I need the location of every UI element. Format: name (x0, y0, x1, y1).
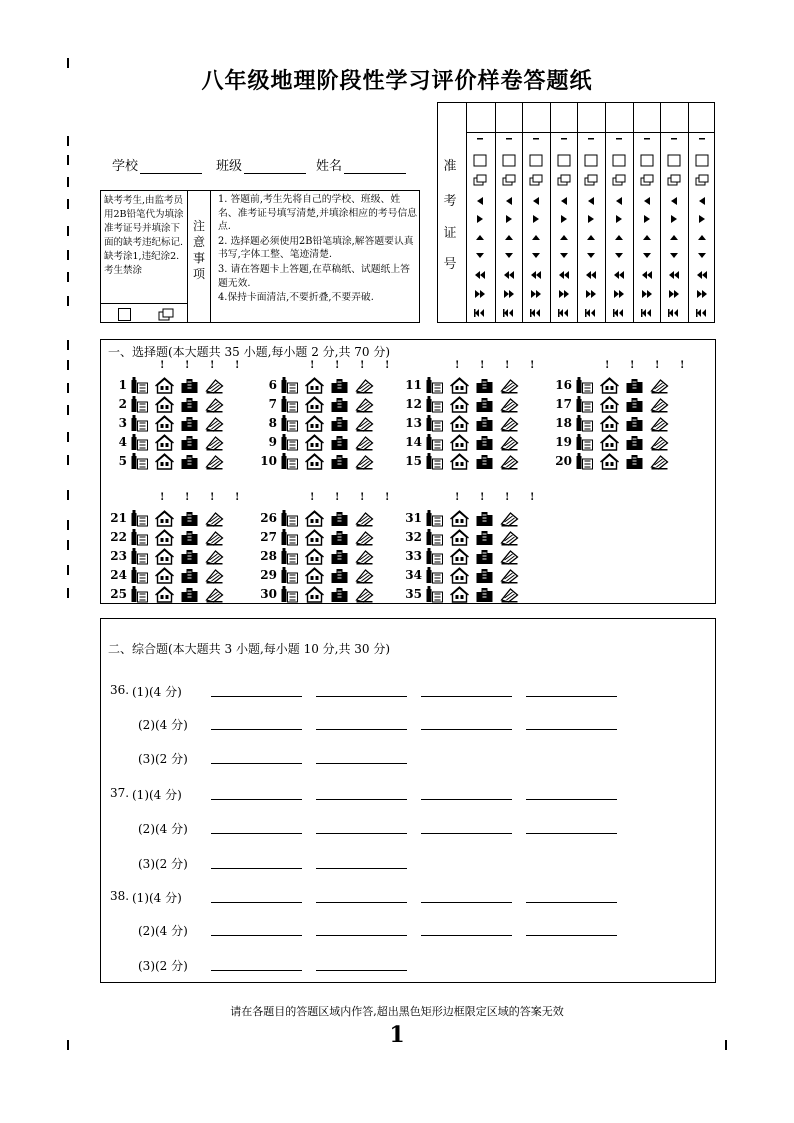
question-number: 29 (260, 568, 277, 582)
question-number: 36. (110, 683, 130, 697)
choice-option-c[interactable] (330, 415, 349, 431)
choice-option-c[interactable] (180, 548, 199, 564)
choice-option-d[interactable] (205, 434, 224, 450)
choice-option-a[interactable] (130, 415, 149, 431)
question-number: 31 (405, 511, 422, 525)
column-mark: ! (160, 492, 165, 503)
choice-option-b[interactable] (155, 453, 174, 469)
answer-line[interactable] (316, 696, 407, 697)
page-number: 1 (389, 1022, 405, 1048)
choice-option-b[interactable] (450, 377, 469, 393)
choice-option-a[interactable] (130, 377, 149, 393)
choice-option-d[interactable] (205, 567, 224, 583)
sub-question-label: (1)(4 分) (132, 891, 182, 905)
choice-option-c[interactable] (330, 377, 349, 393)
choice-option-b[interactable] (450, 510, 469, 526)
choice-option-d[interactable] (500, 567, 519, 583)
choice-option-a[interactable] (280, 548, 299, 564)
question-number: 5 (118, 454, 127, 468)
choice-option-a[interactable] (280, 396, 299, 412)
question-number: 2 (118, 397, 127, 411)
choice-option-a[interactable] (130, 529, 149, 545)
column-mark: ! (480, 360, 485, 371)
column-mark: ! (385, 492, 390, 503)
choice-option-c[interactable] (625, 453, 644, 469)
question-number: 22 (110, 530, 127, 544)
question-number: 34 (405, 568, 422, 582)
question-number: 6 (268, 378, 277, 392)
question-number: 38. (110, 889, 130, 903)
question-number: 37. (110, 786, 130, 800)
choice-option-b[interactable] (305, 377, 324, 393)
choice-option-a[interactable] (575, 453, 594, 469)
answer-line[interactable] (526, 799, 617, 800)
sub-question-label: (3)(2 分) (138, 752, 188, 766)
exam-id-label-char: 考 (443, 194, 457, 209)
choice-option-d[interactable] (205, 510, 224, 526)
choice-option-b[interactable] (600, 396, 619, 412)
column-mark: ! (505, 492, 510, 503)
answer-line[interactable] (421, 696, 512, 697)
choice-option-a[interactable] (425, 567, 444, 583)
column-mark: ! (360, 360, 365, 371)
question-number: 3 (118, 416, 127, 430)
answer-line[interactable] (316, 799, 407, 800)
column-mark: ! (185, 360, 190, 371)
choice-option-d[interactable] (355, 548, 374, 564)
column-mark: ! (310, 492, 315, 503)
choice-option-a[interactable] (425, 415, 444, 431)
exam-id-column[interactable] (467, 102, 495, 323)
column-mark: ! (480, 492, 485, 503)
choice-option-a[interactable] (280, 586, 299, 602)
question-number: 30 (260, 587, 277, 601)
choice-option-b[interactable] (305, 567, 324, 583)
choice-option-b[interactable] (450, 434, 469, 450)
section2-title: 二、综合题(本大题共 3 小题,每小题 10 分,共 30 分) (108, 642, 391, 656)
exam-id-label-char: 准 (443, 159, 457, 174)
choice-option-d[interactable] (650, 434, 669, 450)
question-number: 13 (405, 416, 422, 430)
answer-line[interactable] (526, 729, 617, 730)
section1-title: 一、选择题(本大题共 35 小题,每小题 2 分,共 70 分) (108, 345, 391, 359)
exam-id-column[interactable] (495, 102, 523, 323)
question-number: 10 (260, 454, 277, 468)
choice-option-a[interactable] (425, 586, 444, 602)
choice-option-d[interactable] (500, 415, 519, 431)
column-mark: ! (235, 360, 240, 371)
exam-id-column[interactable] (688, 102, 716, 323)
choice-option-d[interactable] (355, 396, 374, 412)
exam-id-column[interactable] (522, 102, 550, 323)
choice-option-a[interactable] (575, 415, 594, 431)
choice-option-c[interactable] (475, 377, 494, 393)
choice-option-a[interactable] (130, 434, 149, 450)
class-field[interactable] (216, 155, 306, 174)
column-mark: ! (210, 360, 215, 371)
column-mark: ! (160, 360, 165, 371)
choice-option-b[interactable] (305, 586, 324, 602)
question-number: 20 (555, 454, 572, 468)
column-mark: ! (530, 360, 535, 371)
choice-option-b[interactable] (155, 510, 174, 526)
choice-option-b[interactable] (600, 377, 619, 393)
choice-option-a[interactable] (130, 453, 149, 469)
choice-option-d[interactable] (355, 510, 374, 526)
choice-option-d[interactable] (650, 377, 669, 393)
choice-option-c[interactable] (475, 567, 494, 583)
exam-id-label-char: 证 (443, 226, 457, 241)
answer-line[interactable] (316, 833, 407, 834)
choice-option-a[interactable] (130, 396, 149, 412)
choice-option-a[interactable] (425, 434, 444, 450)
choice-option-c[interactable] (180, 567, 199, 583)
answer-line[interactable] (316, 902, 407, 903)
exam-id-column[interactable] (605, 102, 633, 323)
choice-option-c[interactable] (625, 415, 644, 431)
column-mark: ! (605, 360, 610, 371)
question-number: 33 (405, 549, 422, 563)
choice-option-a[interactable] (425, 529, 444, 545)
column-mark: ! (310, 360, 315, 371)
answer-line[interactable] (316, 970, 407, 971)
choice-option-c[interactable] (180, 586, 199, 602)
question-number: 24 (110, 568, 127, 582)
choice-option-d[interactable] (355, 567, 374, 583)
choice-option-d[interactable] (355, 529, 374, 545)
choice-option-d[interactable] (205, 586, 224, 602)
sub-question-label: (3)(2 分) (138, 959, 188, 973)
choice-option-a[interactable] (425, 396, 444, 412)
school-field[interactable] (112, 155, 202, 174)
question-number: 11 (405, 378, 422, 392)
exam-id-label-char: 号 (443, 257, 457, 272)
choice-option-b[interactable] (450, 529, 469, 545)
column-mark: ! (385, 360, 390, 371)
choice-option-b[interactable] (450, 567, 469, 583)
choice-option-b[interactable] (305, 453, 324, 469)
sub-question-label: (1)(4 分) (132, 788, 182, 802)
column-mark: ! (680, 360, 685, 371)
notice-item: 2. 选择题必须使用2B铅笔填涂,解答题要认真书写,字体工整、笔迹清楚. (218, 235, 414, 261)
choice-option-a[interactable] (280, 453, 299, 469)
choice-option-c[interactable] (180, 529, 199, 545)
choice-option-c[interactable] (330, 548, 349, 564)
question-number: 19 (555, 435, 572, 449)
choice-option-c[interactable] (475, 453, 494, 469)
choice-option-d[interactable] (205, 529, 224, 545)
choice-option-b[interactable] (155, 567, 174, 583)
question-number: 4 (118, 435, 127, 449)
choice-option-a[interactable] (280, 529, 299, 545)
choice-option-b[interactable] (305, 529, 324, 545)
answer-line[interactable] (421, 935, 512, 936)
choice-option-b[interactable] (305, 548, 324, 564)
question-number: 14 (405, 435, 422, 449)
choice-option-b[interactable] (155, 377, 174, 393)
choice-option-b[interactable] (600, 453, 619, 469)
choice-option-c[interactable] (330, 396, 349, 412)
choice-option-d[interactable] (205, 548, 224, 564)
choice-option-a[interactable] (575, 396, 594, 412)
school-label: 学校 (112, 159, 139, 174)
choice-option-c[interactable] (180, 453, 199, 469)
choice-option-d[interactable] (500, 453, 519, 469)
choice-option-a[interactable] (425, 548, 444, 564)
section2-box (100, 618, 716, 983)
choice-option-b[interactable] (155, 415, 174, 431)
violation-checkbox[interactable] (158, 307, 174, 326)
answer-line[interactable] (316, 729, 407, 730)
answer-line[interactable] (316, 868, 407, 869)
choice-option-d[interactable] (205, 415, 224, 431)
choice-option-c[interactable] (330, 529, 349, 545)
choice-option-c[interactable] (475, 548, 494, 564)
choice-option-b[interactable] (600, 434, 619, 450)
choice-option-c[interactable] (475, 510, 494, 526)
name-label: 姓名 (316, 159, 343, 174)
choice-option-a[interactable] (280, 377, 299, 393)
choice-option-a[interactable] (130, 510, 149, 526)
answer-line[interactable] (421, 729, 512, 730)
choice-option-c[interactable] (475, 396, 494, 412)
question-number: 32 (405, 530, 422, 544)
choice-option-d[interactable] (205, 396, 224, 412)
question-number: 9 (268, 435, 277, 449)
choice-option-c[interactable] (330, 434, 349, 450)
choice-option-b[interactable] (155, 548, 174, 564)
question-number: 21 (110, 511, 127, 525)
choice-option-d[interactable] (500, 396, 519, 412)
answer-line[interactable] (526, 902, 617, 903)
choice-option-c[interactable] (475, 415, 494, 431)
choice-option-c[interactable] (180, 377, 199, 393)
choice-option-b[interactable] (305, 396, 324, 412)
sub-question-label: (3)(2 分) (138, 857, 188, 871)
choice-option-c[interactable] (330, 453, 349, 469)
column-mark: ! (335, 492, 340, 503)
answer-line[interactable] (211, 799, 302, 800)
question-number: 7 (268, 397, 277, 411)
question-number: 17 (555, 397, 572, 411)
answer-line[interactable] (211, 970, 302, 971)
footer-note: 请在各题目的答题区域内作答,超出黑色矩形边框限定区域的答案无效 (230, 1005, 564, 1018)
choice-option-a[interactable] (130, 548, 149, 564)
choice-option-c[interactable] (180, 510, 199, 526)
column-mark: ! (335, 360, 340, 371)
question-number: 18 (555, 416, 572, 430)
exam-id-column[interactable] (660, 102, 688, 323)
choice-option-d[interactable] (500, 529, 519, 545)
choice-option-c[interactable] (180, 434, 199, 450)
choice-option-d[interactable] (500, 510, 519, 526)
answer-line[interactable] (211, 696, 302, 697)
question-number: 25 (110, 587, 127, 601)
question-number: 1 (118, 378, 127, 392)
choice-option-b[interactable] (450, 415, 469, 431)
choice-option-a[interactable] (280, 510, 299, 526)
choice-option-c[interactable] (475, 586, 494, 602)
column-mark: ! (455, 492, 460, 503)
column-mark: ! (210, 492, 215, 503)
choice-option-c[interactable] (625, 377, 644, 393)
choice-option-d[interactable] (500, 586, 519, 602)
column-mark: ! (455, 360, 460, 371)
choice-option-b[interactable] (305, 415, 324, 431)
choice-option-a[interactable] (130, 567, 149, 583)
choice-option-a[interactable] (280, 415, 299, 431)
choice-option-c[interactable] (330, 510, 349, 526)
sub-question-label: (1)(4 分) (132, 685, 182, 699)
absent-note: 缺考考生,由监考员用2B铅笔代为填涂准考证号并填涂下面的缺考违纪标记.缺考涂1,违纪涂2.考生禁涂 (104, 195, 184, 276)
choice-option-b[interactable] (600, 415, 619, 431)
choice-option-b[interactable] (450, 453, 469, 469)
notice-label: 注意事项 (192, 219, 205, 281)
question-number: 8 (268, 416, 277, 430)
column-mark: ! (530, 492, 535, 503)
answer-line[interactable] (421, 902, 512, 903)
absent-checkbox[interactable] (118, 308, 131, 321)
choice-option-b[interactable] (450, 586, 469, 602)
notice-item: 3. 请在答题卡上答题,在草稿纸、试题纸上答题无效. (218, 263, 410, 289)
column-mark: ! (505, 360, 510, 371)
column-mark: ! (360, 492, 365, 503)
choice-option-c[interactable] (475, 529, 494, 545)
question-number: 12 (405, 397, 422, 411)
answer-line[interactable] (421, 799, 512, 800)
column-mark: ! (655, 360, 660, 371)
exam-id-column[interactable] (633, 102, 661, 323)
answer-line[interactable] (421, 833, 512, 834)
choice-option-d[interactable] (205, 377, 224, 393)
choice-option-b[interactable] (450, 548, 469, 564)
choice-option-d[interactable] (650, 453, 669, 469)
question-number: 15 (405, 454, 422, 468)
question-number: 16 (555, 378, 572, 392)
choice-option-b[interactable] (155, 529, 174, 545)
choice-option-a[interactable] (425, 377, 444, 393)
choice-option-d[interactable] (500, 377, 519, 393)
choice-option-d[interactable] (500, 434, 519, 450)
choice-option-d[interactable] (355, 453, 374, 469)
choice-option-a[interactable] (575, 377, 594, 393)
choice-option-a[interactable] (280, 434, 299, 450)
answer-line[interactable] (211, 902, 302, 903)
column-mark: ! (235, 492, 240, 503)
choice-option-d[interactable] (500, 548, 519, 564)
answer-line[interactable] (211, 868, 302, 869)
question-number: 27 (260, 530, 277, 544)
choice-option-a[interactable] (280, 567, 299, 583)
choice-option-b[interactable] (155, 396, 174, 412)
answer-line[interactable] (211, 729, 302, 730)
choice-option-b[interactable] (155, 586, 174, 602)
choice-option-d[interactable] (355, 415, 374, 431)
answer-line[interactable] (526, 833, 617, 834)
name-field[interactable] (316, 155, 406, 174)
notice-list (218, 193, 418, 306)
class-label: 班级 (216, 159, 243, 174)
question-number: 28 (260, 549, 277, 563)
choice-option-d[interactable] (355, 434, 374, 450)
choice-option-d[interactable] (355, 586, 374, 602)
sub-question-label: (2)(4 分) (138, 718, 188, 732)
answer-line[interactable] (526, 696, 617, 697)
choice-option-c[interactable] (330, 586, 349, 602)
choice-option-c[interactable] (330, 567, 349, 583)
exam-id-column[interactable] (577, 102, 605, 323)
answer-line[interactable] (211, 763, 302, 764)
choice-option-c[interactable] (180, 396, 199, 412)
choice-option-c[interactable] (180, 415, 199, 431)
choice-option-b[interactable] (450, 396, 469, 412)
choice-option-b[interactable] (305, 434, 324, 450)
column-mark: ! (185, 492, 190, 503)
choice-option-a[interactable] (425, 510, 444, 526)
answer-line[interactable] (211, 833, 302, 834)
sub-question-label: (2)(4 分) (138, 822, 188, 836)
choice-option-a[interactable] (575, 434, 594, 450)
answer-line[interactable] (316, 763, 407, 764)
page-title: 八年级地理阶段性学习评价样卷答题纸 (201, 68, 593, 94)
choice-option-d[interactable] (650, 415, 669, 431)
choice-option-b[interactable] (155, 434, 174, 450)
choice-option-a[interactable] (425, 453, 444, 469)
choice-option-c[interactable] (475, 434, 494, 450)
answer-line[interactable] (526, 935, 617, 936)
choice-option-a[interactable] (130, 586, 149, 602)
notice-item: 1. 答题前,考生先将自己的学校、班级、姓名、准考证号填写清楚,并填涂相应的考号信息点. (218, 194, 418, 233)
question-number: 26 (260, 511, 277, 525)
choice-option-d[interactable] (355, 377, 374, 393)
choice-option-b[interactable] (305, 510, 324, 526)
notice-item: 4.保持卡面清洁,不要折叠,不要弄破. (218, 292, 374, 304)
question-number: 35 (405, 587, 422, 601)
choice-option-d[interactable] (205, 453, 224, 469)
choice-option-c[interactable] (625, 396, 644, 412)
choice-option-c[interactable] (625, 434, 644, 450)
column-mark: ! (630, 360, 635, 371)
exam-id-column[interactable] (550, 102, 578, 323)
choice-option-d[interactable] (650, 396, 669, 412)
answer-line[interactable] (211, 935, 302, 936)
sub-question-label: (2)(4 分) (138, 924, 188, 938)
answer-line[interactable] (316, 935, 407, 936)
question-number: 23 (110, 549, 127, 563)
